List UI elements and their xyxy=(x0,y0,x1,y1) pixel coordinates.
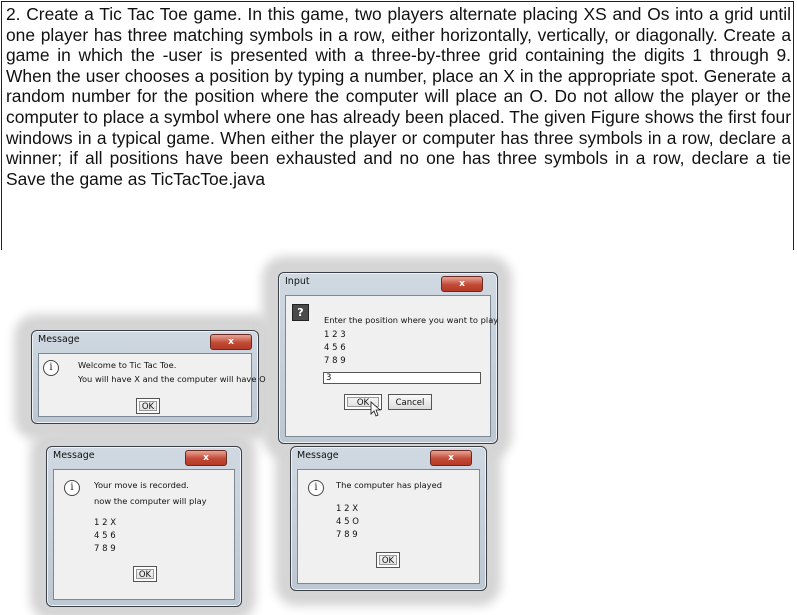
position-input[interactable]: 3 xyxy=(323,372,481,384)
message-line-1: The computer has played xyxy=(336,480,442,490)
question-icon: ? xyxy=(292,304,309,321)
message-line-1: Your move is recorded. xyxy=(94,480,189,490)
dialog-body xyxy=(38,353,266,417)
dialog-body xyxy=(53,469,235,600)
grid-row-1: 1 2 X xyxy=(336,504,359,514)
message-line-2: now the computer will play xyxy=(94,496,207,506)
dialog-input xyxy=(278,272,498,444)
close-button[interactable]: x xyxy=(441,276,483,292)
dialog-title: Input xyxy=(285,276,310,287)
grid-row-2: 4 5 6 xyxy=(94,531,116,541)
grid-row-3: 7 8 9 xyxy=(324,356,346,366)
close-button[interactable]: x xyxy=(185,450,227,466)
message-line-1: Welcome to Tic Tac Toe. xyxy=(78,360,177,370)
dialog-computer-played xyxy=(290,446,487,591)
ok-button[interactable]: OK xyxy=(376,552,400,568)
ok-button[interactable]: OK xyxy=(136,398,160,414)
close-button[interactable]: x xyxy=(430,450,472,466)
prompt-text: Enter the position where you want to play xyxy=(324,315,499,325)
dialog-move-recorded xyxy=(46,446,242,607)
dialog-body xyxy=(285,295,499,437)
grid-row-3: 7 8 9 xyxy=(94,544,116,554)
dialog-welcome xyxy=(31,330,266,424)
grid-row-3: 7 8 9 xyxy=(336,530,358,540)
info-icon: i xyxy=(308,480,324,496)
grid-row-1: 1 2 3 xyxy=(324,330,346,340)
info-icon: i xyxy=(64,480,80,496)
ok-button[interactable]: OK xyxy=(344,394,382,410)
dialog-title: Message xyxy=(297,450,339,461)
exercise-text: 2. Create a Tic Tac Toe game. In this game, two players alternate placing XS and Os into a grid until one player has three matching symbols in a row, either horizontally, vertically, or diagonally. Create a game in which the -user is presented with a three-by-three grid containing the digits 1 through 9. When the user chooses a position by typing a number, place an X in the appropriate spot. Generate a random number for the position where the computer will place an O. Do not allow the player or the computer to place a symbol where one has already been placed. The given Figure shows the first four windows in a typical game. When either the player or computer has three symbols in a row, declare a winner; if all positions have been exhausted and no one has three symbols in a row, declare a tie Save the game as TicTacToe.java xyxy=(6,4,791,189)
cancel-button[interactable]: Cancel xyxy=(388,394,432,410)
grid-row-2: 4 5 O xyxy=(336,517,359,527)
dialog-body xyxy=(297,469,480,584)
dialog-title: Message xyxy=(53,450,95,461)
grid-row-2: 4 5 6 xyxy=(324,343,346,353)
info-icon: i xyxy=(43,360,59,376)
message-line-2: You will have X and the computer will have O xyxy=(78,374,266,384)
mouse-cursor-icon xyxy=(371,402,383,418)
grid-row-1: 1 2 X xyxy=(94,518,117,528)
ok-button[interactable]: OK xyxy=(133,566,157,582)
figure-screenshots xyxy=(0,250,797,615)
dialog-title: Message xyxy=(38,334,80,345)
close-button[interactable]: x xyxy=(210,334,252,350)
